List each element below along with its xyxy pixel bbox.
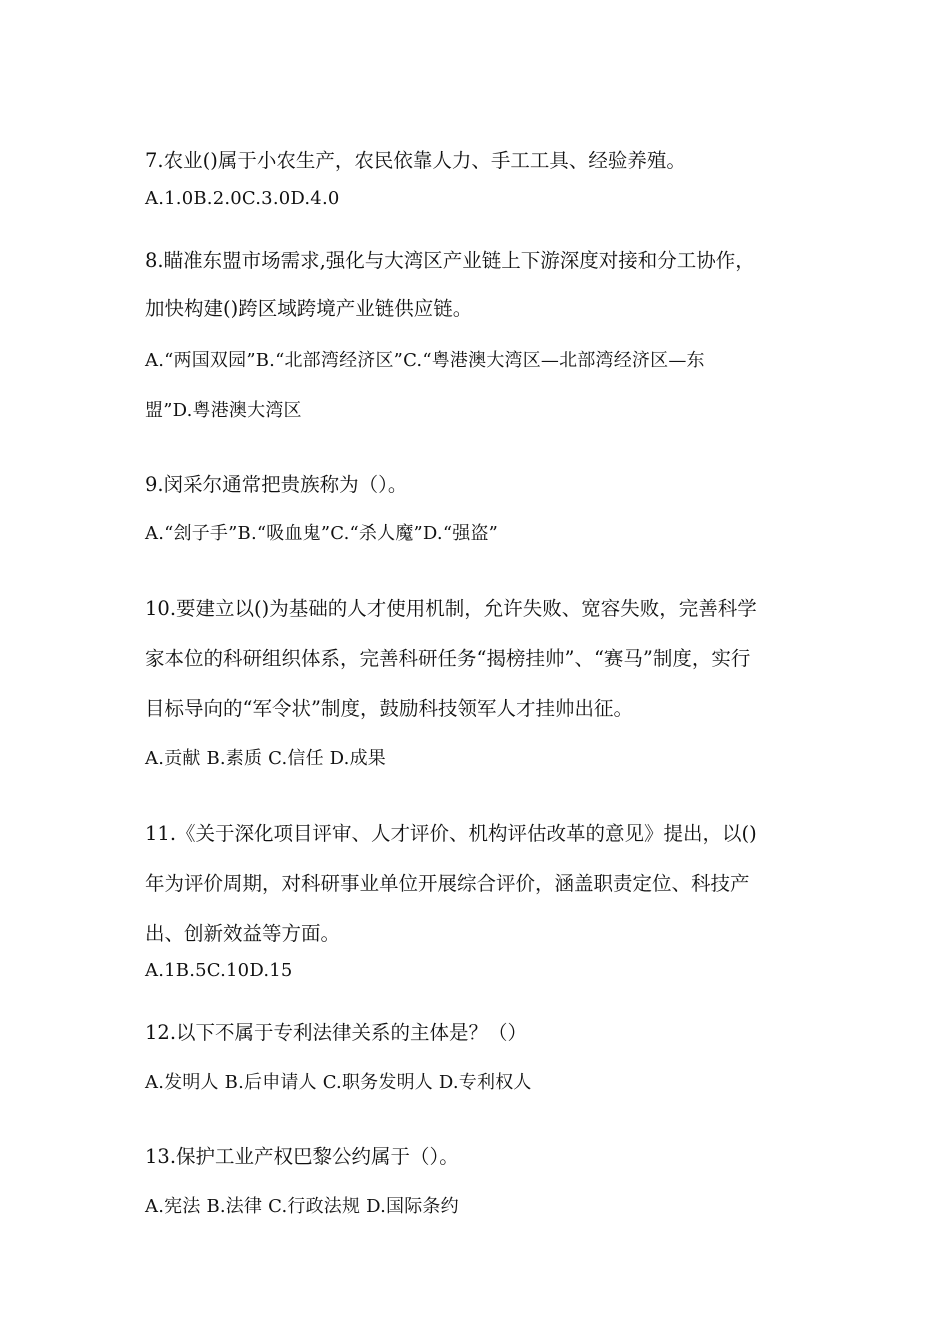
question-11-stem-line-3: 出、创新效益等方面。 (145, 922, 341, 945)
question-10-stem-line-1: 10.要建立以()为基础的人才使用机制，允许失败、宽容失败，完善科学 (145, 597, 757, 620)
question-8-options-line-2: 盟”D.粤港澳大湾区 (145, 400, 302, 421)
question-11-stem-line-1: 11.《关于深化项目评审、人才评价、机构评估改革的意见》提出，以() (145, 822, 757, 845)
question-9-stem-line-1: 9.闵采尔通常把贵族称为（）。 (145, 473, 408, 496)
question-12-options-line-1: A.发明人 B.后申请人 C.职务发明人 D.专利权人 (145, 1072, 532, 1093)
question-8-stem-line-2: 加快构建()跨区域跨境产业链供应链。 (145, 297, 473, 320)
question-11-stem-line-2: 年为评价周期，对科研事业单位开展综合评价，涵盖职责定位、科技产 (145, 872, 750, 895)
question-7-options-line-1: A.1.0B.2.0C.3.0D.4.0 (145, 188, 340, 209)
question-13-options-line-1: A.宪法 B.法律 C.行政法规 D.国际条约 (145, 1196, 459, 1217)
question-7-stem-line-1: 7.农业()属于小农生产，农民依靠人力、手工工具、经验养殖。 (145, 149, 686, 172)
question-10-stem-line-3: 目标导向的“军令状”制度，鼓励科技领军人才挂帅出征。 (145, 697, 633, 720)
question-12-stem-line-1: 12.以下不属于专利法律关系的主体是？（） (145, 1021, 528, 1044)
question-9-options-line-1: A.“刽子手”B.“吸血鬼”C.“杀人魔”D.“强盗” (145, 523, 499, 544)
question-10-stem-line-2: 家本位的科研组织体系，完善科研任务“揭榜挂帅”、“赛马”制度，实行 (145, 647, 751, 670)
question-10-options-line-1: A.贡献 B.素质 C.信任 D.成果 (145, 748, 386, 769)
question-8-stem-line-1: 8.瞄准东盟市场需求,强化与大湾区产业链上下游深度对接和分工协作， (145, 249, 755, 272)
question-13-stem-line-1: 13.保护工业产权巴黎公约属于（）。 (145, 1145, 459, 1168)
question-11-options-line-1: A.1B.5C.10D.15 (145, 960, 293, 981)
question-8-options-line-1: A.“两国双园”B.“北部湾经济区”C.“粤港澳大湾区—北部湾经济区—东 (145, 350, 705, 371)
